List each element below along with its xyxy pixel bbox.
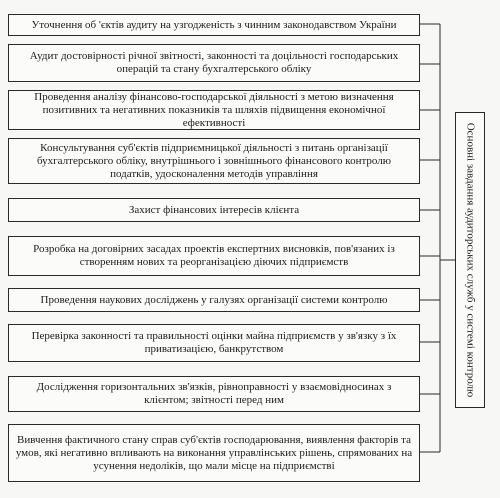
task-box-4 <box>8 138 420 184</box>
task-box-8 <box>8 324 420 362</box>
task-text-1: Уточнення об 'єктів аудиту на узгодженість з чинним законодавством України <box>31 18 397 31</box>
task-text-4: Консультування суб'єктів підприємницької діяльності з питань організації бухгалтерського обліку, внутрішнього і зовнішнього фінансового контролю податків, удосконалення методів управління <box>36 141 391 180</box>
task-text-2: Аудит достовірності річної звітності, законності та доцільності господарських операцій та стану бухгалтерського обліку <box>29 50 399 75</box>
task-box-2 <box>8 44 420 82</box>
task-text-9: Дослідження горизонтальних зв'язків, рівноправності у взаємовідносинах з клієнтом; звітності перед ним <box>36 381 392 406</box>
task-box-7 <box>8 288 420 312</box>
task-text-10: Вивчення фактичного стану справ суб'єктів господарювання, виявлення факторів та умов, які негативно впливають на виконання управлінських рішень, спрямованих на усунення недоліків, що мали місце на підприємстві <box>15 433 413 472</box>
task-box-9 <box>8 376 420 412</box>
task-text-5: Захист фінансових інтересів клієнта <box>128 203 300 216</box>
task-text-8: Перевірка законності та правильності оцінки майна підприємств у зв'язку з їх приватизацією, банкрутством <box>31 330 397 355</box>
task-box-1 <box>8 14 420 36</box>
task-box-10 <box>8 424 420 482</box>
task-text-6: Розробка на договірних засадах проектів експертних висновків, пов'язаних із створенням нових та реорганізацією діючих підприємств <box>33 243 395 268</box>
task-box-6 <box>8 236 420 276</box>
task-box-3 <box>8 90 420 130</box>
main-tasks-label: Основні завдання аудиторських служб у системі контролю <box>464 122 477 398</box>
task-box-5 <box>8 198 420 222</box>
task-text-7: Проведення наукових досліджень у галузях організації системи контролю <box>40 293 388 306</box>
task-text-3: Проведення аналізу фінансово-господарської діяльності з метою визначення позитивних та негативних показників та шляхів підвищення економічної ефективності <box>34 90 394 129</box>
main-tasks-label-box <box>455 112 485 408</box>
